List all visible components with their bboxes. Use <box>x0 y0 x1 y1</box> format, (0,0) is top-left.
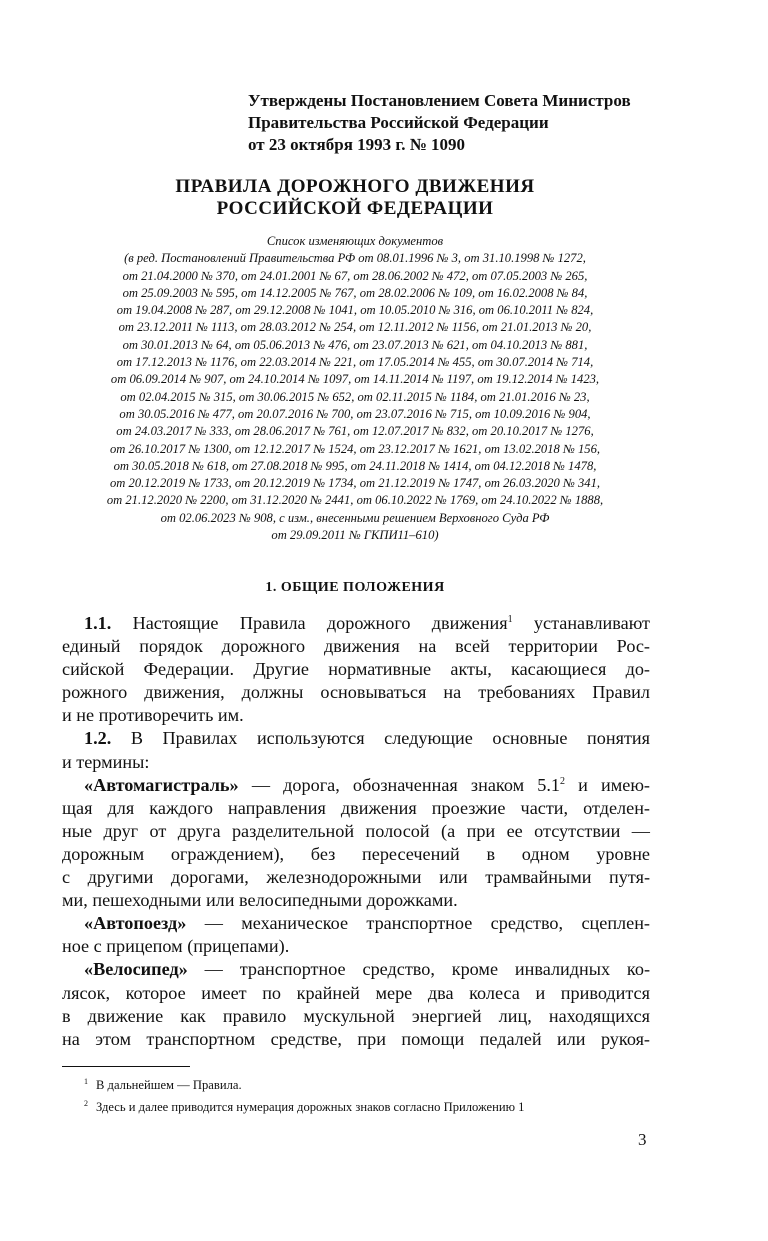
footnote-ref: 2 <box>559 775 565 787</box>
approval-line: от 23 октября 1993 г. № 1090 <box>248 135 466 154</box>
paragraph-line: единый порядок дорожного движения на всей территории Рос- <box>62 636 650 657</box>
title-line: ПРАВИЛА ДОРОЖНОГО ДВИЖЕНИЯ <box>175 176 535 197</box>
paragraph-line: 1.2. В Правилах используются следующие основные понятия <box>84 728 650 749</box>
title-line: РОССИЙСКОЙ ФЕДЕРАЦИИ <box>216 198 494 219</box>
amendments-line: от 30.05.2018 № 618, от 27.08.2018 № 995, от 24.11.2018 № 1414, от 04.12.2018 № 1478, <box>113 458 597 473</box>
footnotes <box>84 1074 664 1118</box>
paragraph-line: «Автопоезд» — механическое транспортное средство, сцеплен- <box>84 913 650 934</box>
paragraph-line: лясок, которое имеет по крайней мере два колеса и приводится <box>62 982 650 1003</box>
paragraph-line: ное с прицепом (прицепами). <box>62 936 290 957</box>
paragraph-line: с другими дорогами, железнодорожными или трамвайными путя- <box>62 867 650 888</box>
paragraph-line: и не противоречить им. <box>62 705 244 726</box>
approval-line: Утверждены Постановлением Совета Министров <box>248 91 631 110</box>
footnote-number: 2 <box>84 1099 88 1108</box>
footnote: $^2$ Здесь и далее приводится нумерация дорожных знаков согласно Приложению 1 <box>84 1099 525 1114</box>
paragraph-line: ми, пешеходными или велосипедными дорожками. <box>62 890 458 911</box>
paragraph-line: ные друг от друга разделительной полосой (а при ее отсутствии — <box>62 820 650 841</box>
approval-block <box>248 90 708 156</box>
amendments-line: от 21.04.2000 № 370, от 24.01.2001 № 67, от 28.06.2002 № 472, от 07.05.2003 № 265, <box>122 268 588 283</box>
amendments-line: от 23.12.2011 № 1113, от 28.03.2012 № 254, от 12.11.2012 № 1156, от 21.01.2013 № 20, <box>118 320 592 335</box>
term: «Автопоезд» <box>84 913 187 934</box>
body-text <box>62 612 650 1051</box>
paragraph-line: и термины: <box>62 751 150 772</box>
paragraph-line: рожного движения, должны основываться на требованиях Правил <box>62 682 650 703</box>
amendments-line: от 02.06.2023 № 908, с изм., внесенными решением Верховного Суда РФ <box>160 510 550 525</box>
term: «Велосипед» <box>84 959 188 980</box>
document-title <box>62 176 648 220</box>
amendments-line: от 06.09.2014 № 907, от 24.10.2014 № 1097, от 14.11.2014 № 1197, от 19.12.2014 № 1423, <box>110 372 600 387</box>
paragraph-line: в движение как правило мускульной энергией лиц, находящихся <box>62 1005 650 1026</box>
amendments-line: от 30.01.2013 № 64, от 05.06.2013 № 476, от 23.07.2013 № 621, от 04.10.2013 № 881, <box>122 337 588 352</box>
amendments-line: от 30.05.2016 № 477, от 20.07.2016 № 700, от 23.07.2016 № 715, от 10.09.2016 № 904, <box>119 406 591 421</box>
amendments-line: от 25.09.2003 № 595, от 14.12.2005 № 767, от 28.02.2006 № 109, от 16.02.2008 № 84, <box>122 285 588 300</box>
footnote-ref: 1 <box>507 614 513 625</box>
paragraph-line: 1.1. Настоящие Правила дорожного движения$^1$ устанавливают <box>84 613 650 633</box>
section-heading: 1. ОБЩИЕ ПОЛОЖЕНИЯ <box>265 580 445 595</box>
amendments-line: от 02.04.2015 № 315, от 30.06.2015 № 652, от 02.11.2015 № 1184, от 21.01.2016 № 23, <box>120 389 590 404</box>
amendments-line: от 21.12.2020 № 2200, от 31.12.2020 № 2441, от 06.10.2022 № 1769, от 24.10.2022 № 1888, <box>106 493 604 508</box>
paragraph-line: «Автомагистраль» — дорога, обозначенная знаком $5.1^2$ и имею- <box>84 774 650 795</box>
amendments-line: от 26.10.2017 № 1300, от 12.12.2017 № 1524, от 23.12.2017 № 1621, от 13.02.2018 № 156, <box>109 441 601 456</box>
footnote: $^1$ В дальнейшем — Правила. <box>84 1077 242 1092</box>
amendments-line: от 20.12.2019 № 1733, от 20.12.2019 № 1734, от 21.12.2019 № 1747, от 26.03.2020 № 341, <box>109 476 601 491</box>
amendments-line: от 24.03.2017 № 333, от 28.06.2017 № 761, от 12.07.2017 № 832, от 20.10.2017 № 1276, <box>116 424 594 439</box>
amendments-list <box>62 233 648 544</box>
amendments-line: (в ред. Постановлений Правительства РФ от 08.01.1996 № 3, от 31.10.1998 № 1272, <box>124 251 586 266</box>
paragraph-line: щая для каждого направления движения проезжие части, отделен- <box>62 797 650 818</box>
term: «Автомагистраль» <box>84 774 239 795</box>
footnote-divider <box>62 1066 190 1067</box>
amendments-heading: Список изменяющих документов <box>266 234 444 248</box>
paragraph-line: «Велосипед» — транспортное средство, кроме инвалидных ко- <box>84 959 650 980</box>
paragraph-line: сийской Федерации. Другие нормативные акты, касающиеся до- <box>62 659 650 680</box>
amendments-line: от 19.04.2008 № 287, от 29.12.2008 № 1041, от 10.05.2010 № 316, от 06.10.2011 № 824, <box>116 303 594 318</box>
approval-line: Правительства Российской Федерации <box>248 113 549 132</box>
clause-number: 1.2. <box>84 728 112 749</box>
paragraph-line: на этом транспортном средстве, при помощи педалей или рукоя- <box>62 1028 650 1049</box>
page-number: 3 <box>638 1130 647 1149</box>
clause-number: 1.1. <box>84 613 112 633</box>
amendments-line: от 17.12.2013 № 1176, от 22.03.2014 № 221, от 17.05.2014 № 455, от 30.07.2014 № 714, <box>116 355 594 370</box>
footnote-number: 1 <box>84 1077 88 1086</box>
paragraph-line: дорожным ограждением), без пересечений в одном уровне <box>62 843 650 864</box>
amendments-line: от 29.09.2011 № ГКПИ11–610) <box>271 528 439 543</box>
